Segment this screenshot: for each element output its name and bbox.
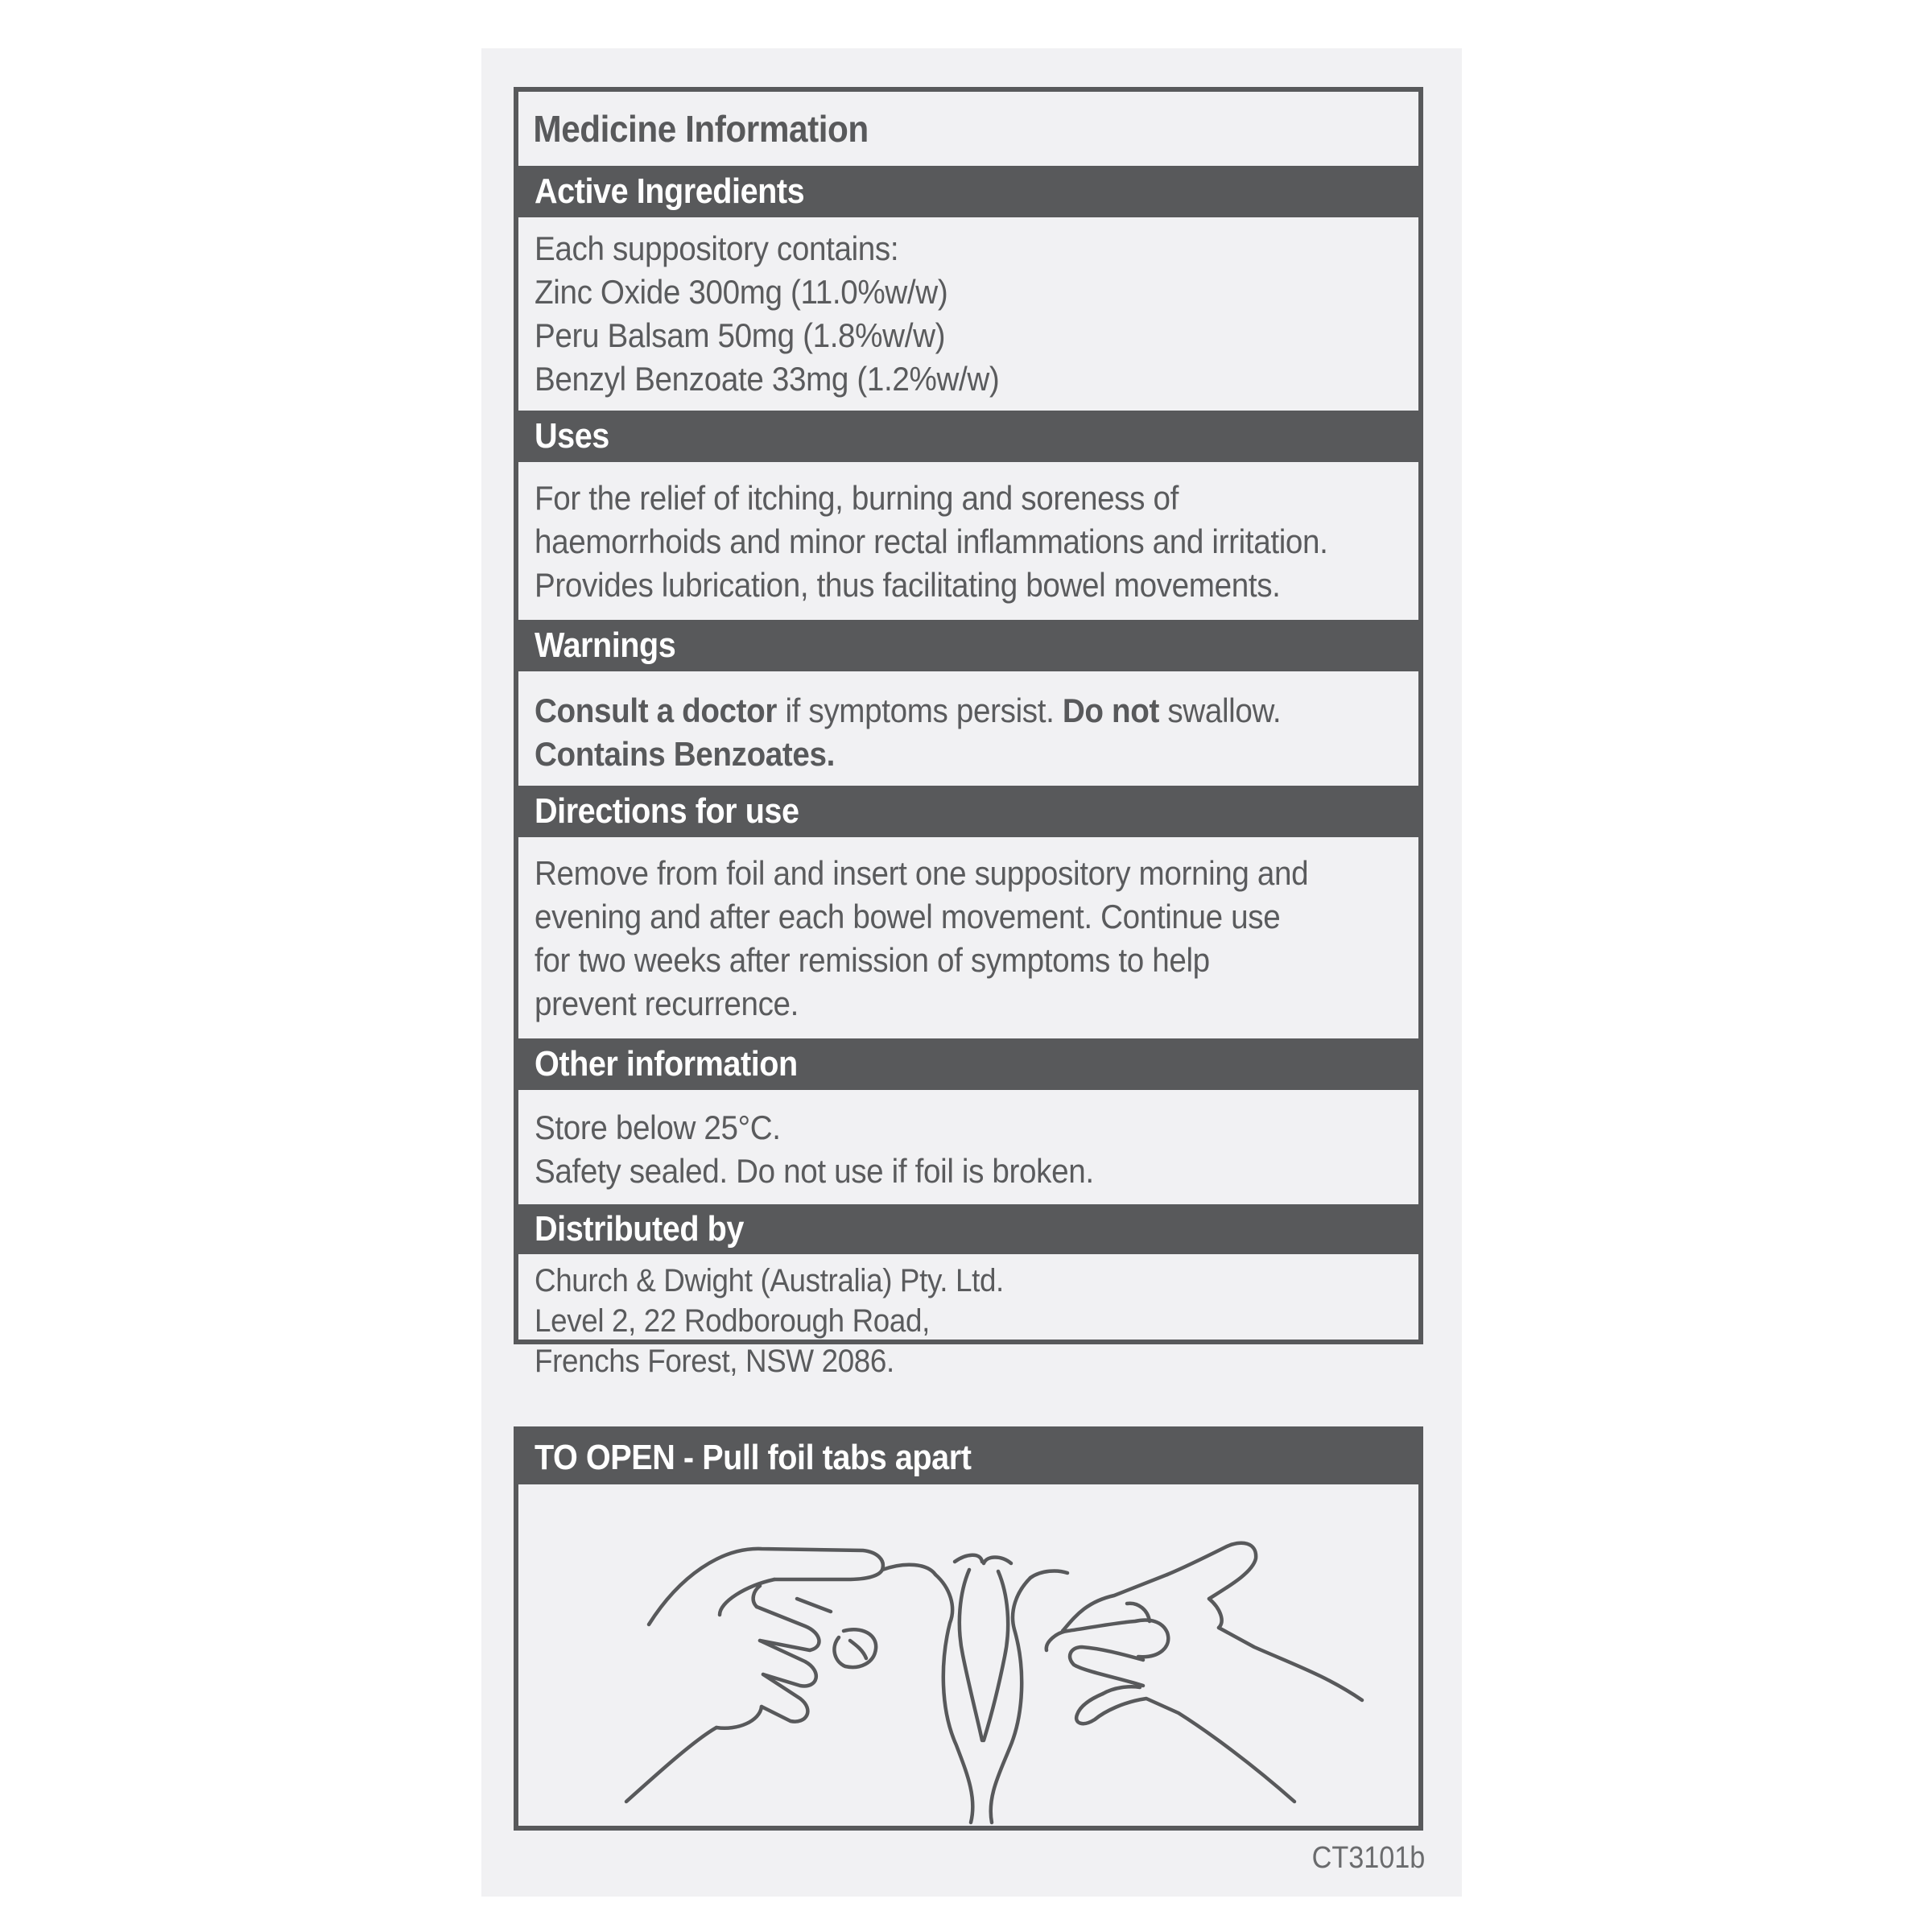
uses-body xyxy=(518,477,1418,607)
warnings-body xyxy=(518,689,1418,776)
to-open-heading: TO OPEN - Pull foil tabs apart xyxy=(518,1431,1418,1484)
distributed-by-heading: Distributed by xyxy=(518,1204,1418,1254)
hands-pulling-foil-icon xyxy=(518,1489,1418,1826)
medicine-information-panel xyxy=(514,87,1423,1379)
warnings-line xyxy=(535,689,1348,733)
directions-line: Remove from foil and insert one suppository morning and xyxy=(535,854,1309,892)
active-ingredients-body xyxy=(518,227,1418,401)
to-open-panel xyxy=(514,1426,1423,1831)
address-line: Frenchs Forest, NSW 2086. xyxy=(535,1344,894,1379)
uses-heading: Uses xyxy=(518,411,1418,462)
page-title: Medicine Information xyxy=(533,108,869,150)
other-information-heading: Other information xyxy=(518,1038,1418,1090)
ingredient-line: Zinc Oxide 300mg (11.0%w/w) xyxy=(535,273,948,311)
other-information-body xyxy=(518,1106,1418,1193)
active-ingredients-heading: Active Ingredients xyxy=(518,166,1418,217)
directions-body xyxy=(518,852,1418,1026)
contains-benzoates-text: Contains Benzoates. xyxy=(535,735,836,773)
warnings-heading: Warnings xyxy=(518,620,1418,671)
persist-text: if symptoms persist. xyxy=(777,691,1063,729)
other-line: Safety sealed. Do not use if foil is broken. xyxy=(535,1152,1094,1190)
warnings-line xyxy=(535,733,1348,776)
swallow-text: swallow. xyxy=(1158,691,1282,729)
ingredient-line: Each suppository contains: xyxy=(535,229,899,267)
directions-line: prevent recurrence. xyxy=(535,985,799,1022)
uses-line: For the relief of itching, burning and soreness of xyxy=(535,479,1179,517)
product-code: CT3101b xyxy=(1311,1841,1425,1875)
ingredient-line: Peru Balsam 50mg (1.8%w/w) xyxy=(535,316,946,354)
uses-line: haemorrhoids and minor rectal inflammations and irritation. xyxy=(535,522,1328,560)
directions-line: evening and after each bowel movement. Continue use xyxy=(535,898,1281,935)
ingredient-line: Benzyl Benzoate 33mg (1.2%w/w) xyxy=(535,360,1000,398)
other-line: Store below 25°C. xyxy=(535,1108,781,1146)
directions-line: for two weeks after remission of symptoms to help xyxy=(535,941,1210,979)
address-line: Level 2, 22 Rodborough Road, xyxy=(535,1303,930,1339)
distributed-by-body xyxy=(518,1261,1418,1381)
consult-doctor-text: Consult a doctor xyxy=(535,691,778,729)
do-not-text: Do not xyxy=(1062,691,1159,729)
uses-line: Provides lubrication, thus facilitating bowel movements. xyxy=(535,566,1281,604)
label-card xyxy=(481,48,1462,1897)
address-line: Church & Dwight (Australia) Pty. Ltd. xyxy=(535,1263,1004,1298)
directions-heading: Directions for use xyxy=(518,786,1418,837)
